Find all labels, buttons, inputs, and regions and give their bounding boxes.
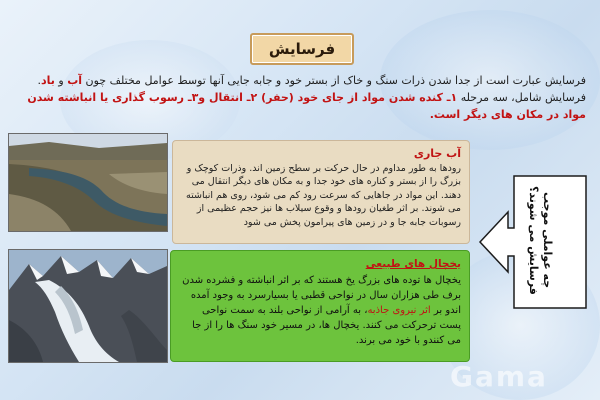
glacier-card-body xyxy=(179,273,461,348)
intro-agent-water: آب xyxy=(67,74,83,87)
glacier-photo xyxy=(8,249,168,363)
page-title: فرسایش xyxy=(250,33,354,65)
intro-text: فرسایش عبارت است از جدا شدن ذرات سنگ و خاک از بستر خود و جابه جایی آنها توسط عوامل مختلف چون xyxy=(85,74,586,87)
intro-stages: ۱ـ کنده شدن مواد از جای خود (حفر) ۲ـ انتقال و۳ـ رسوب گذاری یا انباشته شدن مواد در مکان های دیگر است. xyxy=(27,91,586,121)
question-text: چه عواملی موجب فرسایش می شوند؟ xyxy=(527,185,554,295)
glacier-card-text: یخچال ها توده های بزرگ یخ هستند که بر اثر انباشته و فشرده شدن برف طی هزاران سال در نواحی قطبی یا بسیارسرد به وجود آمده اندو بر xyxy=(182,275,461,316)
water-card xyxy=(172,140,470,244)
glacier-card-title: یخچال های طبیعی xyxy=(365,258,461,270)
intro-paragraph xyxy=(14,72,586,126)
river-photo xyxy=(8,133,168,232)
intro-agent-wind: باد xyxy=(41,74,55,87)
glacier-card-highlight: اثر نیروی جاذبه xyxy=(367,305,431,316)
glacier-card-text: ، به آرامی از نواحی بلند به سمت نواحی پست ترحرکت می کنند. یخچال ها، در مسیر خود سنگ ها را از جا می کنندو با خود می برند. xyxy=(192,305,461,346)
watermark-logo: Gama xyxy=(450,360,548,393)
water-card-body: رودها به طور مداوم در حال حرکت بر سطح زمین اند. وذرات کوچک و بزرگ را از بستر و کناره های خود جدا و به مکان های دیگر انتقال می دهند. این مواد در جاهایی که سرعت رود کم می شود، روی هم انباشته می شوند. بر اثر طغیان رودها و وقوع سیلاب ها نیز حجم عظیمی از رسوبات جابه جا و در زمین های پیرامون پخش می شود xyxy=(186,162,461,228)
glacier-card xyxy=(170,250,470,362)
water-card-title: آب جاری xyxy=(413,147,461,160)
intro-text: . فرسایش شامل، سه مرحله xyxy=(37,74,586,104)
intro-text: و xyxy=(58,74,64,87)
question-callout xyxy=(510,180,570,300)
